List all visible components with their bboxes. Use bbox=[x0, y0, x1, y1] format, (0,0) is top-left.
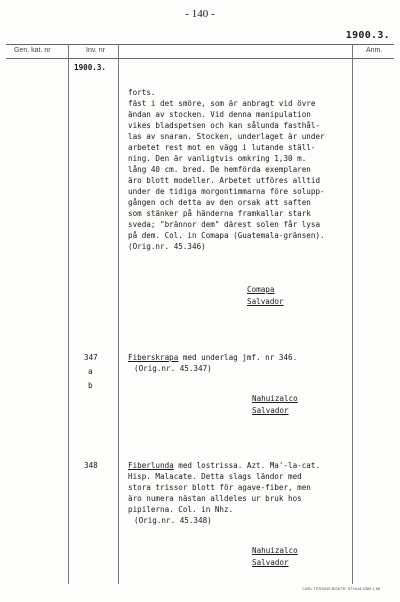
description-line: lång 40 cm. bred. De hemförda exemplaren bbox=[128, 165, 311, 174]
description-line: (Orig.nr. 45.347) bbox=[134, 364, 212, 373]
entry-inv-number: 348 bbox=[84, 461, 98, 470]
entry-inv-number: 1900.3. bbox=[74, 63, 107, 72]
entry-sub-letter: b bbox=[88, 381, 93, 390]
entry-country: Salvador bbox=[252, 558, 289, 567]
entry-place: Nahuizalco bbox=[252, 394, 298, 403]
description-line: på dem. Col. in Comapa (Guatemala-gränsen). bbox=[128, 231, 325, 240]
entry-description bbox=[128, 460, 320, 526]
entry-title: Fiberlunda bbox=[128, 461, 174, 470]
entry-description bbox=[128, 352, 297, 374]
entry-sub-letter: a bbox=[88, 367, 93, 376]
description-line: ändan av stocken. Vid denna manipulation bbox=[128, 110, 311, 119]
description-line: (Orig.nr. 45.346) bbox=[128, 242, 206, 251]
description-line: under de tidiga morgontimmarna före solupp- bbox=[128, 187, 325, 196]
column-divider-1 bbox=[68, 44, 69, 584]
description-line: med underlag jmf. nr 346. bbox=[178, 353, 298, 362]
description-line: vikes bladspetsen och kan sålunda fasthål- bbox=[128, 121, 321, 130]
description-line: som stänker på händerna framkallar stark bbox=[128, 209, 311, 218]
column-divider-3 bbox=[352, 44, 353, 584]
printer-footer: CARL TESSINS BOKTR. STHLM 2389 1 68 bbox=[302, 586, 381, 591]
description-line: ning. Den är vanligtvis omkring 1,30 m. bbox=[128, 154, 307, 163]
page-year: 1900.3. bbox=[345, 30, 390, 41]
column-divider-2 bbox=[118, 44, 119, 584]
description-line: äro blott modeller. Arbetet utföres alltid bbox=[128, 176, 321, 185]
entry-description bbox=[128, 76, 325, 263]
header-bottom-rule bbox=[6, 58, 394, 59]
entry-inv-number: 347 bbox=[84, 353, 98, 362]
description-line: gången och detta av den orsak att saften bbox=[128, 198, 311, 207]
entry-country: Salvador bbox=[252, 406, 289, 415]
description-line: las av snaran. Stocken, underlaget är under bbox=[128, 132, 325, 141]
entry-title: Fiberskrapa bbox=[128, 353, 179, 362]
description-line: äro numera nästan alldeles ur bruk hos bbox=[128, 494, 302, 503]
column-header-gen-kat-nr: Gen. kat. nr bbox=[14, 47, 51, 54]
description-line: arbetet rest mot en vägg i lutande ställ- bbox=[128, 143, 316, 152]
description-line: forts. bbox=[128, 88, 156, 97]
description-line: fäst i det smöre, som är anbragt vid övre bbox=[128, 99, 316, 108]
column-header-inv-nr: Inv. nr bbox=[86, 47, 105, 54]
description-line: med lostrissa. Azt. Ma'-la-cat. bbox=[173, 461, 321, 470]
description-line: sveda; "brännor dem" därest solen får lysa bbox=[128, 220, 321, 229]
column-header-anm: Anm. bbox=[366, 47, 383, 54]
description-line: stora trissor blott för agave-fiber, men bbox=[128, 483, 311, 492]
entry-place: Comapa bbox=[247, 285, 275, 294]
header-top-rule bbox=[6, 44, 394, 45]
description-line: pipilerna. Col. in Nhz. bbox=[128, 505, 234, 514]
description-line: Hisp. Malacate. Detta slags ländor med bbox=[128, 472, 302, 481]
page-number: - 140 - bbox=[185, 8, 215, 20]
description-line: (Orig.nr. 45.348) bbox=[134, 516, 212, 525]
entry-country: Salvador bbox=[247, 297, 284, 306]
entry-place: Nahuizalco bbox=[252, 546, 298, 555]
